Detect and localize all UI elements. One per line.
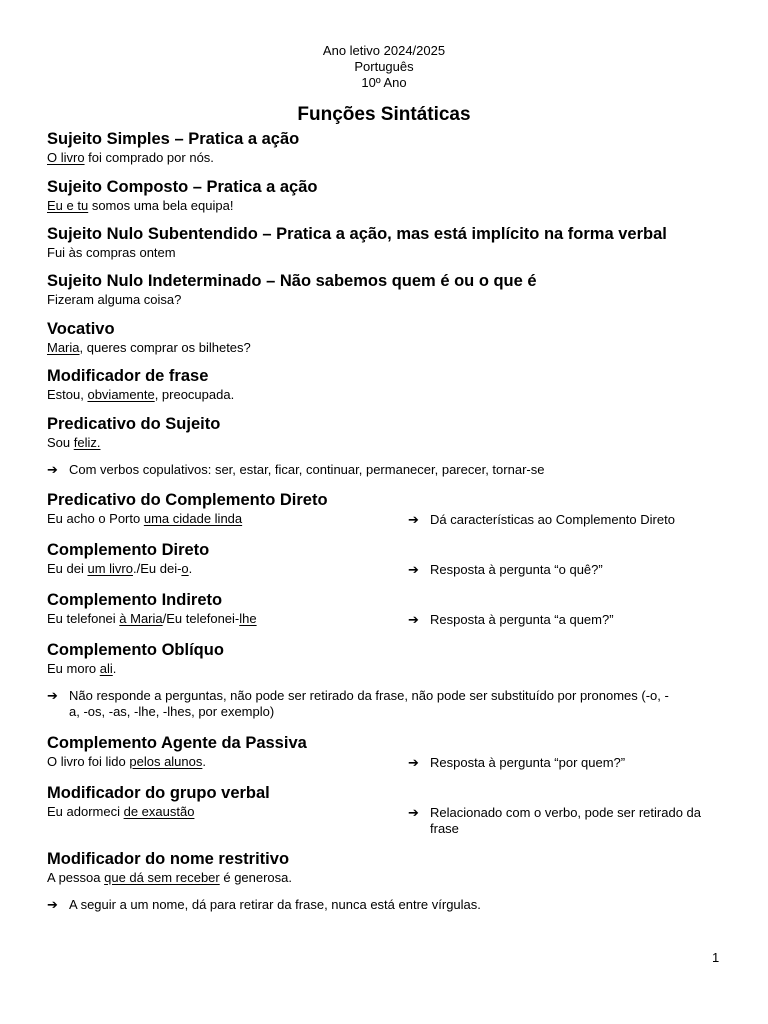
note-text: A seguir a um nome, dá para retirar da frase, nunca está entre vírgulas. [69,897,481,912]
example-text: Eu acho o Porto [47,511,144,526]
section-sujeito-simples [47,130,737,166]
note [408,512,675,528]
section-sujeito-composto [47,178,737,214]
note-text: Com verbos copulativos: ser, estar, ficar, continuar, permanecer, parecer, tornar-se [69,462,545,477]
example [47,661,737,677]
example: Fizeram alguma coisa? [47,292,182,307]
note [408,562,603,578]
underlined-term: Maria [47,340,80,355]
underlined-term: obviamente [87,387,155,402]
example-text: , preocupada. [154,387,235,402]
example [47,561,737,577]
note-line: a, -os, -as, -lhe, -lhes, por exemplo) [69,704,275,719]
section-title: Modificador de frase [47,367,209,385]
page-number: 1 [712,950,720,965]
grade: 10º Ano [361,75,407,90]
note [408,805,738,837]
example-text: Eu telefonei [47,611,120,626]
underlined-term: Eu e tu [47,198,89,213]
example-text: foi comprado por nós. [84,150,214,165]
note-line: Relacionado com o verbo, pode ser retirado da [430,805,701,820]
section-title: Modificador do grupo verbal [47,784,270,802]
underlined-term: lhe [239,611,257,626]
example-text: Estou, [47,387,88,402]
example [47,611,737,627]
section-title: Sujeito Nulo Subentendido – Pratica a ação, mas está implícito na forma verbal [47,225,667,243]
section-modificador-nome-restritivo [47,850,737,886]
underlined-term: ali [99,661,113,676]
note-line: frase [430,821,459,836]
example [47,754,737,770]
example-text: Eu adormeci [47,804,124,819]
example-text: . [188,561,193,576]
example-text: , queres comprar os bilhetes? [79,340,251,355]
example-text: ./Eu dei- [133,561,182,576]
section-title: Sujeito Nulo Indeterminado – Não sabemos quem é ou o que é [47,272,537,290]
note-row [47,688,737,720]
note-text [69,688,669,720]
section-modificador-de-frase [47,367,737,403]
section-sujeito-nulo-subentendido [47,225,737,261]
section-title: Predicativo do Sujeito [47,415,221,433]
section-title: Sujeito Simples – Pratica a ação [47,130,300,148]
section-title: Complemento Direto [47,541,210,559]
section-title: Complemento Agente da Passiva [47,734,307,752]
section-title: Modificador do nome restritivo [47,850,290,868]
section-complemento-obliquo [47,641,737,677]
note [408,612,614,628]
section-vocativo [47,320,737,356]
example: Fui às compras ontem [47,245,176,260]
note [47,462,544,478]
example-text: . [112,661,117,676]
page-title: Funções Sintáticas [297,104,471,125]
section-complemento-agente-da-passiva [47,734,737,770]
note-text [430,805,701,837]
note-text: Resposta à pergunta “por quem?” [430,755,626,770]
underlined-term: um livro [87,561,133,576]
arrow-right-icon: ➔ [408,612,419,627]
example-text: A pessoa [47,870,105,885]
note-text: Resposta à pergunta “a quem?” [430,612,614,627]
example [47,435,737,451]
section-title: Sujeito Composto – Pratica a ação [47,178,318,196]
arrow-right-icon: ➔ [47,462,58,477]
example-text: Sou [47,435,74,450]
arrow-right-icon: ➔ [408,562,419,577]
note-line: Não responde a perguntas, não pode ser retirado da frase, não pode ser substituído por pronomes (-o, - [69,688,669,703]
underlined-term: uma cidade linda [143,511,243,526]
underlined-term: O livro [47,150,85,165]
note-text: Resposta à pergunta “o quê?” [430,562,603,577]
underlined-term: o [181,561,189,576]
section-title: Vocativo [47,320,115,338]
school-year: Ano letivo 2024/2025 [322,43,446,58]
document-header [0,43,768,91]
arrow-right-icon: ➔ [408,755,419,770]
example-text: somos uma bela equipa! [88,198,234,213]
section-title: Complemento Oblíquo [47,641,224,659]
note-row [408,805,738,837]
example [47,387,737,403]
arrow-right-icon: ➔ [408,512,419,527]
section-title: Complemento Indireto [47,591,223,609]
note-text: Dá características ao Complemento Direto [430,512,675,527]
example-text: é generosa. [219,870,293,885]
example [47,340,737,356]
example-text: O livro foi lido [47,754,130,769]
example-text: . [202,754,206,769]
example-text: Eu moro [47,661,100,676]
section-title: Predicativo do Complemento Direto [47,491,328,509]
example [47,150,737,166]
section-predicativo-do-sujeito [47,415,737,451]
note [47,688,737,720]
section-sujeito-nulo-indeterminado [47,272,737,308]
example-text: Eu dei [47,561,88,576]
example-text: /Eu telefonei- [162,611,240,626]
arrow-right-icon: ➔ [47,688,58,703]
section-complemento-direto [47,541,737,577]
arrow-right-icon: ➔ [47,897,58,912]
note [47,897,481,913]
section-complemento-indireto [47,591,737,627]
underlined-term: de exaustão [123,804,195,819]
underlined-term: pelos alunos [129,754,203,769]
subject: Português [354,59,414,74]
underlined-term: à Maria [119,611,163,626]
note [408,755,625,771]
example [47,198,737,214]
arrow-right-icon: ➔ [408,805,419,820]
underlined-term: que dá sem receber [104,870,220,885]
example [47,870,737,886]
underlined-term: feliz. [73,435,101,450]
